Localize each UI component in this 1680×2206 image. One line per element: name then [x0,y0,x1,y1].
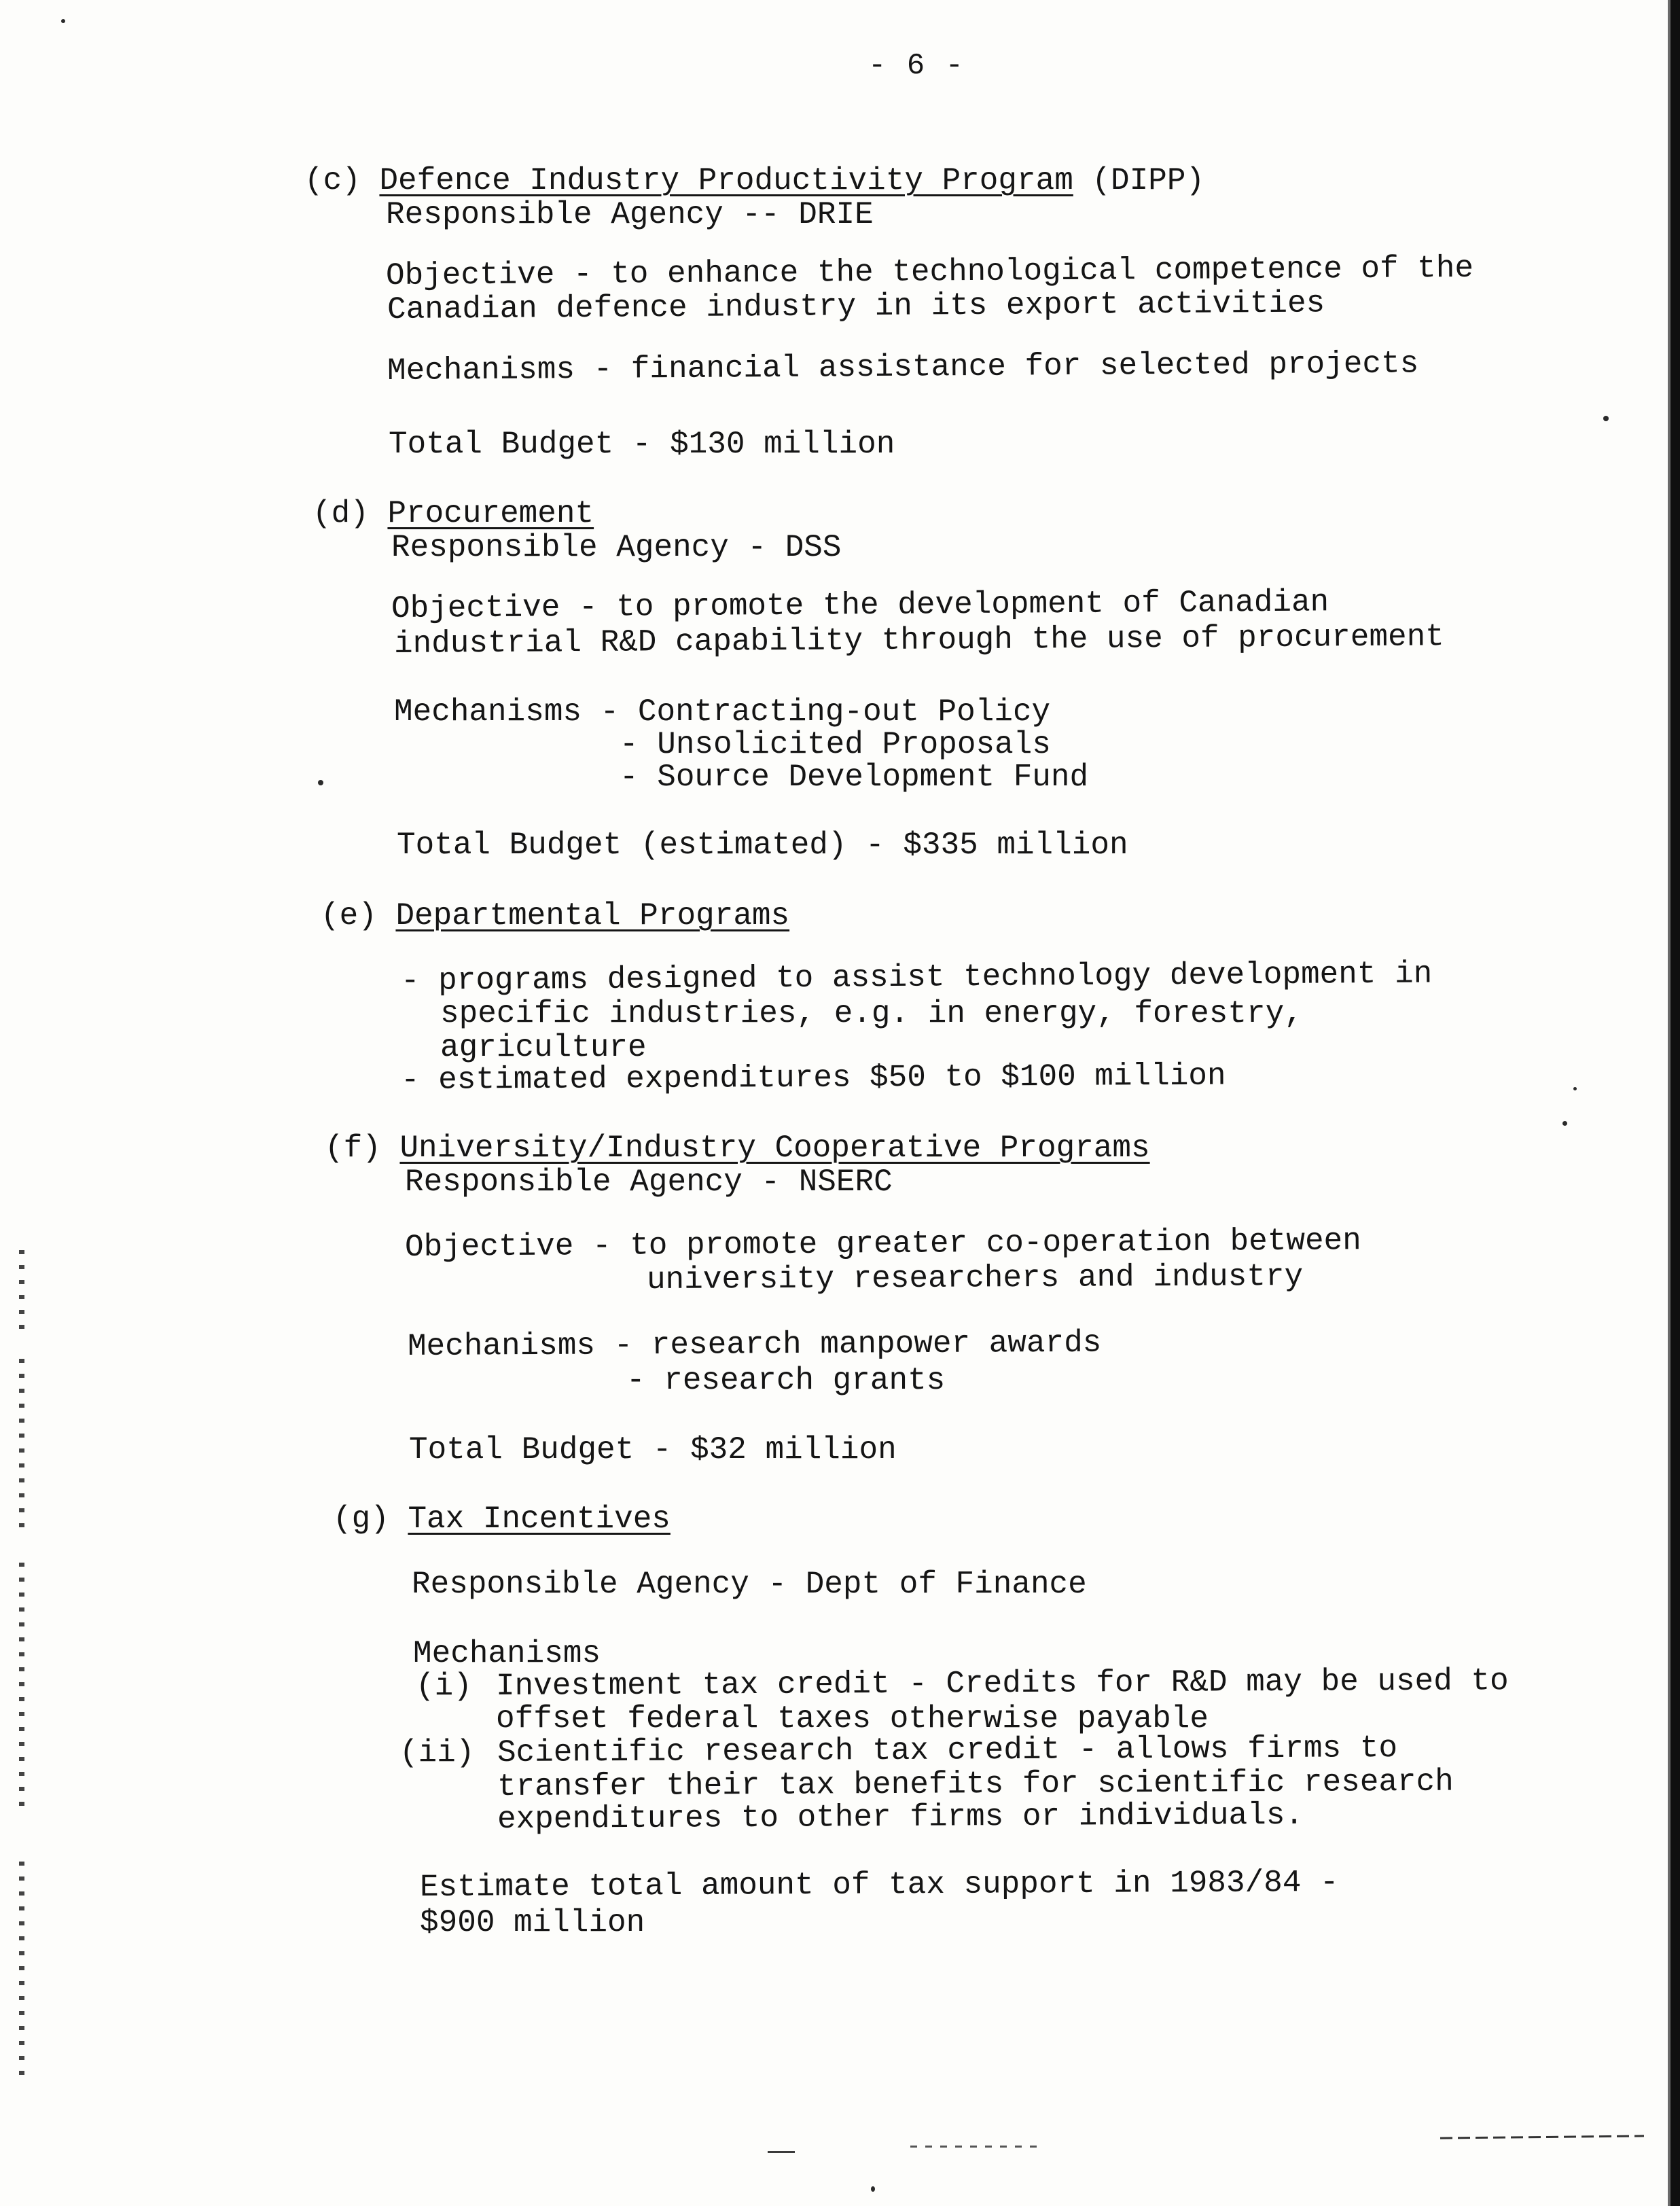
section-e-item-line: - programs designed to assist technology development in [400,956,1433,999]
section-e-item-line: agriculture [440,1030,647,1065]
section-g-title: Tax Incentives [408,1501,671,1537]
section-e-title: Departmental Programs [395,898,790,933]
section-d-mechanism-item: Contracting-out Policy [637,694,1051,730]
section-c-mechanisms: Mechanisms - financial assistance for selected projects [387,346,1419,389]
section-e-letter: (e) [321,898,377,933]
section-d-mechanisms-row-1 [394,694,1050,730]
section-c-letter: (c) [304,163,361,198]
scan-speck [61,19,65,23]
page-number: - 6 - [868,49,965,83]
section-c-title-suffix: (DIPP) [1073,163,1205,198]
section-c-objective-line-1: Objective - to enhance the technological competence of the [385,250,1474,293]
section-f-objective-line-2: university researchers and industry [646,1258,1304,1298]
scan-speck [318,780,323,785]
section-f-objective-line-1: Objective - to promote greater co-operation between [404,1223,1361,1265]
section-g-item-line: Scientific research tax credit - allows firms to [497,1730,1398,1771]
section-c-objective-line-2: Canadian defence industry in its export activities [387,285,1325,327]
section-c-title: Defence Industry Productivity Program [379,163,1073,198]
scan-edge-noise [19,1250,24,1338]
section-e-item-line: specific industries, e.g. in energy, forestry, [440,996,1303,1031]
section-e-heading [321,898,789,933]
section-c-agency: Responsible Agency -- DRIE [386,197,874,232]
scan-speck [871,2186,875,2192]
section-g-item-line: expenditures to other firms or individuals. [497,1797,1304,1837]
section-g-mechanisms-label: Mechanisms [413,1636,601,1671]
section-f-heading [325,1131,1150,1166]
section-g-item-label: (i) [416,1669,472,1704]
section-d-mechanisms-label: Mechanisms - [394,694,638,730]
section-d-agency: Responsible Agency - DSS [391,530,842,565]
section-d-heading [312,496,594,531]
section-f-mechanisms-line-1: Mechanisms - research manpower awards [407,1325,1102,1364]
section-g-item-label: (ii) [399,1735,475,1771]
section-g-item-line: offset federal taxes otherwise payable [496,1701,1209,1737]
scan-speck [1603,416,1609,421]
section-g-estimate-line-1: Estimate total amount of tax support in 1983/84 - [419,1864,1339,1905]
section-g-estimate-line-2: $900 million [420,1905,645,1940]
scan-mark [910,2146,1039,2148]
scan-edge-noise [19,1359,24,1535]
section-d-objective-line-2: industrial R&D capability through the use of procurement [393,619,1445,662]
section-d-letter: (d) [312,496,369,531]
section-d-mechanism-item: - Unsolicited Proposals [620,727,1051,762]
section-g-letter: (g) [333,1501,389,1537]
section-d-budget: Total Budget (estimated) - $335 million [397,828,1128,863]
section-d-title: Procurement [387,496,594,531]
section-g-item-line: transfer their tax benefits for scientific research [497,1764,1454,1804]
section-e-item-line: - estimated expenditures $50 to $100 million [400,1058,1226,1098]
section-f-mechanisms-line-2: - research grants [626,1363,946,1398]
section-d-objective-line-1: Objective - to promote the development of Canadian [391,584,1329,626]
scan-speck [1573,1087,1577,1090]
scan-mark [768,2151,795,2153]
scan-speck [1562,1121,1567,1126]
scan-edge-noise [19,1862,24,2079]
section-f-letter: (f) [325,1131,381,1166]
section-f-agency: Responsible Agency - NSERC [405,1164,893,1200]
section-c-budget: Total Budget - $130 million [389,427,895,462]
section-g-heading [333,1501,671,1537]
scan-edge-noise [19,1563,24,1807]
section-g-item-line: Investment tax credit - Credits for R&D may be used to [495,1663,1509,1704]
section-f-budget: Total Budget - $32 million [409,1432,897,1467]
section-f-title: University/Industry Cooperative Programs [399,1131,1150,1166]
scan-mark [1440,2135,1644,2139]
section-g-agency: Responsible Agency - Dept of Finance [412,1567,1087,1602]
scan-border-shadow [1668,0,1670,2206]
section-d-mechanism-item: - Source Development Fund [620,760,1089,795]
section-c-heading [304,163,1204,198]
scan-border [1670,0,1680,2206]
